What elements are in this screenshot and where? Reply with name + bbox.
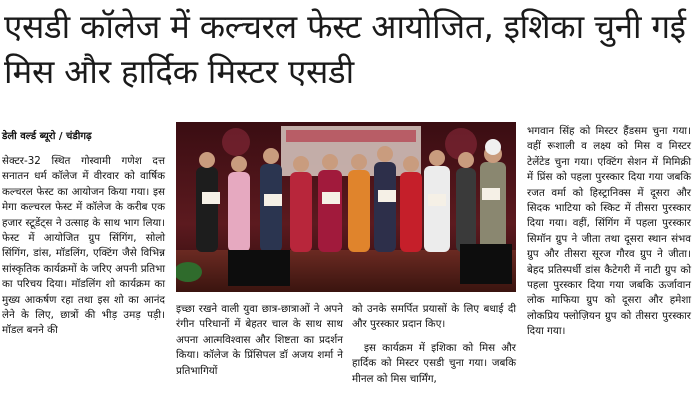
- article-column-1: [2, 154, 165, 339]
- article-column-2: [176, 302, 343, 379]
- paragraph: भगवान सिंह को मिस्टर हैंडसम चुना गया। वहीं रूशाली व लक्ष्य को मिस व मिस्टर टेलेंटेड चुना गया। एक्टिंग सेशन में मिमिक्री में प्रिंस को पहला पुरस्कार दिया गया जबकि रजत वर्मा को हिस्ट्रानिक्स में दूसरा और सिदक भाटिया को स्किट में तीसरा पुरस्कार दिया गया। वहीं, सिंगिंग में पहला पुरस्कार सिमॉन ग्रुप ने जीता तथा दूसरा स्थान संभव ग्रुप और तीसरा सूरज गौरव ग्रुप ने जीता। बेहद प्रतिस्पर्धी डांस कैटेगरी में नाटी ग्रुप को पहला पुरस्कार दिया गया जबकि ऊर्जावान लोक माफिया ग्रुप को दूसरा और हमेशा लोकप्रिय फ्लोज़ियन ग्रुप को तीसरा पुरस्कार दिया गया।: [527, 125, 691, 338]
- paragraph: इच्छा रखने वाली युवा छात्र-छात्राओं ने अपने रंगीन परिधानों में बेहतर चाल के साथ साथ अपना आत्मविश्वास और शिष्टता का प्रदर्शन किया। कॉलेज के प्रिंसिपल डॉ अजय शर्मा ने प्रतिभागियों: [176, 303, 343, 377]
- event-photo: [176, 122, 516, 292]
- paragraph: इस कार्यक्रम में इशिका को मिस और हार्दिक को मिस्टर एसडी चुना गया। जबकि मीनल को मिस चार्मिंग,: [352, 341, 516, 385]
- paragraph: को उनके समर्पित प्रयासों के लिए बधाई दी और पुरस्कार प्रदान किए।: [352, 303, 516, 331]
- stage-photo-illustration: [176, 122, 516, 292]
- article-column-4: [527, 124, 691, 340]
- headline: एसडी कॉलेज में कल्चरल फेस्ट आयोजित, इशिका चुनी गई मिस और हार्दिक मिस्टर एसडी: [4, 7, 686, 91]
- byline: डेली वर्ल्ड ब्यूरो / चंडीगढ़: [2, 131, 92, 142]
- paragraph: सेक्टर-32 स्थित गोस्वामी गणेश दत्त सनातन धर्म कॉलेज में वीरवार को वार्षिक कल्चरल फेस्ट का आयोजन किया गया। इस मेगा कल्चरल फेस्ट में कॉलेज के करीब एक हजार स्टूडेंट्स ने उत्साह के साथ भाग लिया। फेस्ट में आयोजित ग्रुप सिंगिंग, सोलो सिंगिंग, डांस, मॉडलिंग, एक्टिंग जैसे विभिन्न सांस्कृतिक कार्यक्रमों के जरिए अपनी प्रतिभा का परिचय दिया। मॉडलिंग शो कार्यक्रम का मुख्य आकर्षण रहा तथा इस शो का आनंद लेने के लिए, छात्रों की भीड़ उमड़ पड़ी। मॉडल बनने की: [2, 155, 165, 337]
- article-column-3: [352, 302, 516, 387]
